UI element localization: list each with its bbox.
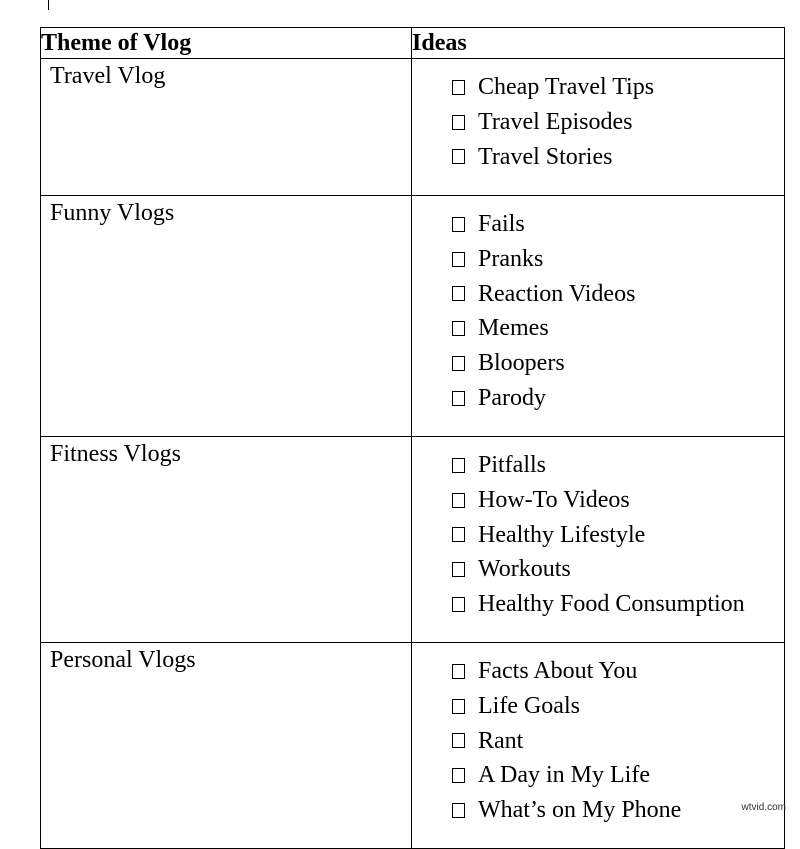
theme-cell: Travel Vlog xyxy=(41,59,412,196)
checkbox-icon xyxy=(452,493,465,508)
header-ideas: Ideas xyxy=(412,28,785,59)
idea-label: Healthy Food Consumption xyxy=(478,591,745,618)
list-item xyxy=(452,758,784,793)
list-item xyxy=(452,587,784,622)
idea-list xyxy=(452,448,784,622)
checkbox-icon xyxy=(452,115,465,130)
idea-label: Pitfalls xyxy=(478,452,547,478)
checkbox-icon xyxy=(452,217,465,232)
list-item xyxy=(452,277,784,312)
idea-label: Healthy Lifestyle xyxy=(478,521,646,548)
idea-label: Memes xyxy=(478,315,549,342)
list-item xyxy=(452,311,784,346)
list-item xyxy=(452,793,784,828)
ideas-cell xyxy=(412,59,785,196)
checkbox-icon xyxy=(452,252,465,267)
list-item xyxy=(452,483,784,518)
idea-label: Reaction Videos xyxy=(478,280,636,307)
watermark: wtvid.com xyxy=(741,802,786,813)
idea-label: Bloopers xyxy=(478,350,565,377)
idea-label: A Day in My Life xyxy=(478,762,650,789)
table-row xyxy=(41,437,785,643)
ideas-cell xyxy=(412,196,785,437)
idea-list xyxy=(452,70,784,174)
table-header-row xyxy=(41,28,785,59)
idea-label: Life Goals xyxy=(478,692,580,719)
checkbox-icon xyxy=(452,699,465,714)
list-item xyxy=(452,724,784,759)
checkbox-icon xyxy=(452,733,465,748)
checkbox-icon xyxy=(452,356,465,371)
checkbox-icon xyxy=(452,286,465,301)
checkbox-icon xyxy=(452,80,465,95)
checkbox-icon xyxy=(452,597,465,612)
idea-label: Facts About You xyxy=(478,658,638,684)
checkbox-icon xyxy=(452,562,465,577)
idea-label: Travel Stories xyxy=(478,143,613,170)
idea-list xyxy=(452,654,784,828)
idea-label: Workouts xyxy=(478,556,571,583)
idea-label: What’s on My Phone xyxy=(478,797,682,824)
list-item xyxy=(452,346,784,381)
vlog-ideas-table xyxy=(40,27,785,849)
idea-label: Parody xyxy=(478,384,546,411)
text-cursor xyxy=(48,0,49,10)
checkbox-icon xyxy=(452,458,465,473)
list-item xyxy=(452,654,784,689)
idea-label: How-To Videos xyxy=(478,486,630,513)
list-item xyxy=(452,207,784,242)
list-item xyxy=(452,140,784,175)
checkbox-icon xyxy=(452,768,465,783)
list-item xyxy=(452,518,784,553)
ideas-cell xyxy=(412,643,785,849)
idea-label: Cheap Travel Tips xyxy=(478,74,655,100)
list-item xyxy=(452,552,784,587)
table-row xyxy=(41,643,785,849)
checkbox-icon xyxy=(452,664,465,679)
header-theme: Theme of Vlog xyxy=(41,28,412,59)
checkbox-icon xyxy=(452,391,465,406)
table-row xyxy=(41,59,785,196)
list-item xyxy=(452,689,784,724)
ideas-cell xyxy=(412,437,785,643)
checkbox-icon xyxy=(452,321,465,336)
checkbox-icon xyxy=(452,527,465,542)
checkbox-icon xyxy=(452,149,465,164)
list-item xyxy=(452,448,784,483)
idea-label: Fails xyxy=(478,211,525,237)
idea-label: Pranks xyxy=(478,245,544,272)
idea-label: Travel Episodes xyxy=(478,108,633,135)
theme-cell: Personal Vlogs xyxy=(41,643,412,849)
table-row xyxy=(41,196,785,437)
idea-list xyxy=(452,207,784,416)
list-item xyxy=(452,381,784,416)
theme-cell: Funny Vlogs xyxy=(41,196,412,437)
list-item xyxy=(452,242,784,277)
idea-label: Rant xyxy=(478,727,524,754)
theme-cell: Fitness Vlogs xyxy=(41,437,412,643)
list-item xyxy=(452,105,784,140)
list-item xyxy=(452,70,784,105)
